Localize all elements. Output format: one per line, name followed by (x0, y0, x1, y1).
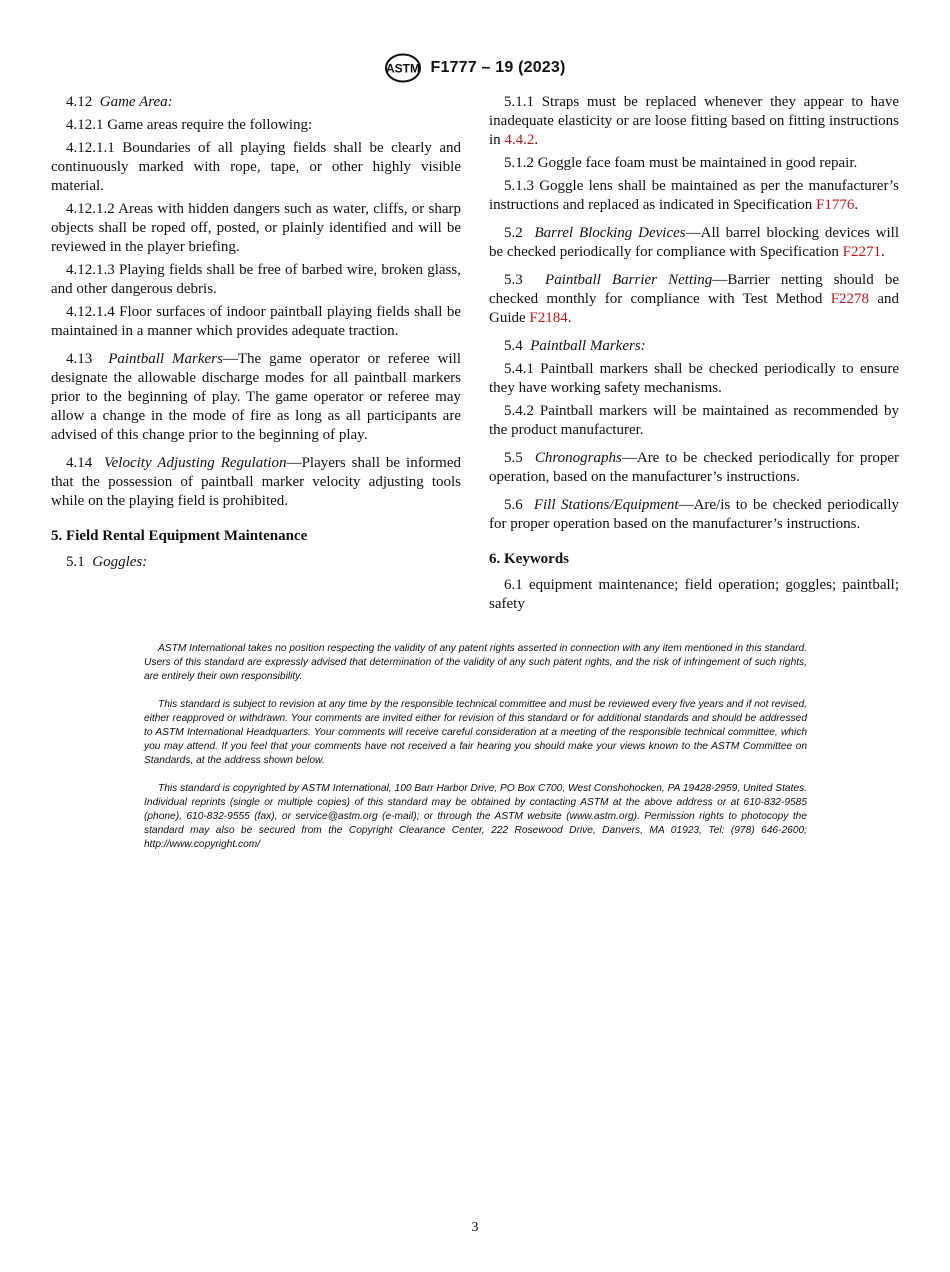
ref-link-f2184[interactable]: F2184 (529, 310, 568, 326)
section-5-4-2: 5.4.2 Paintball markers will be maintained as recommended by the product manufacturer. (489, 403, 899, 438)
page-number: 3 (471, 1220, 479, 1235)
ref-link-f1776[interactable]: F1776 (815, 197, 855, 213)
astm-logo-icon (384, 53, 422, 83)
section-5-3: 5.3 Paintball Barrier Netting—Barrier netting should be checked monthly for compliance with Test Method F2278 and Guide F2184. (489, 272, 900, 326)
section-4-12-1: 4.12.1 Game areas require the following: (66, 117, 313, 133)
section-4-12-1-2: 4.12.1.2 Areas with hidden dangers such as water, cliffs, or sharp objects shall be roped off, posted, or plainly identified and will be reviewed in the player briefing. (51, 201, 461, 255)
section-5-4-1: 5.4.1 Paintball markers shall be checked periodically to ensure they have working safety mechanisms. (489, 361, 899, 396)
ref-link-f2278[interactable]: F2278 (830, 291, 870, 307)
section-4-12-1-3: 4.12.1.3 Playing fields shall be free of barbed wire, broken glass, and other dangerous debris. (51, 262, 461, 297)
copyright-notice: This standard is copyrighted by ASTM International, 100 Barr Harbor Drive, PO Box C700, West Conshohocken, PA 19428-2959, United States. Individual reprints (single or multiple copies) of this standard may be obtained by contacting ASTM at the above address or at 610-832-9585 (phone), 610-832-9555 (fax), or service@astm.org (e-mail); or through the ASTM website (www.astm.org). Permission rights to photocopy the standard may also be secured from the Copyright Clearance Center, 222 Rosewood Drive, Danvers, MA 01923, Tel: (978) 646-2600; http://www.copyright.com/ (144, 783, 807, 850)
section-4-12-1-1: 4.12.1.1 Boundaries of all playing fields shall be clearly and continuously marked with rope, tape, or other highly visible material. (51, 140, 461, 194)
left-column (51, 93, 461, 576)
right-column (489, 93, 899, 618)
section-5-2: 5.2 Barrel Blocking Devices—All barrel blocking devices will be checked periodically for compliance with Specification F2271. (489, 225, 900, 260)
patent-notice: ASTM International takes no position respecting the validity of any patent rights asserted in connection with any item mentioned in this standard. Users of this standard are expressly advised that determination of the validity of any such patent rights, and the risk of infringement of such rights, are entirely their own responsibility. (144, 643, 807, 682)
section-5-5: 5.5 Chronographs—Are to be checked periodically for proper operation, based on the manufacturer’s instructions. (489, 450, 899, 485)
section-4-12: 4.12 Game Area: (66, 94, 173, 110)
astm-logo-text: ASTM (386, 61, 421, 76)
section-5-1-3: 5.1.3 Goggle lens shall be maintained as per the manufacturer’s instructions and replaced as indicated in Specification F1776. (489, 178, 899, 213)
footer-notices (144, 642, 807, 866)
section-5-1-2: 5.1.2 Goggle face foam must be maintained in good repair. (504, 155, 858, 171)
section-5-1-1: 5.1.1 Straps must be replaced whenever they appear to have inadequate elasticity or are loose fitting based on fitting instructions in 4.4.2. (489, 94, 899, 148)
section-4-13: 4.13 Paintball Markers—The game operator or referee will designate the allowable discharge modes for all paintball markers prior to the beginning of play. The game operator or referee may allow a change in the mode of fire as long as all participants are advised of this change prior to the beginning of play. (51, 351, 461, 443)
document-designation: F1777 – 19 (2023) (430, 59, 566, 76)
section-4-12-1-4: 4.12.1.4 Floor surfaces of indoor paintball playing fields shall be maintained in a manner which provides adequate traction. (51, 304, 461, 339)
section-5-4: 5.4 Paintball Markers: (504, 338, 646, 354)
revision-notice: This standard is subject to revision at any time by the responsible technical committee and must be reviewed every five years and if not revised, either reapproved or withdrawn. Your comments are invited either for revision of this standard or for additional standards and should be addressed to ASTM International Headquarters. Your comments will receive careful consideration at a meeting of the responsible technical committee, which you may attend. If you feel that your comments have not received a fair hearing you should make your views known to the ASTM Committee on Standards, at the address shown below. (144, 699, 807, 766)
section-6-1: 6.1 equipment maintenance; field operation; goggles; paintball; safety (489, 577, 899, 612)
ref-link-f2271[interactable]: F2271 (842, 244, 881, 260)
section-5-6: 5.6 Fill Stations/Equipment—Are/is to be checked periodically for proper operation based on the manufacturer’s instructions. (489, 497, 899, 532)
page-header (0, 53, 950, 88)
section-5-1: 5.1 Goggles: (66, 554, 148, 570)
section-4-14: 4.14 Velocity Adjusting Regulation—Players shall be informed that the possession of paintball marker velocity adjusting tools while on the playing field is prohibited. (51, 455, 462, 509)
section-6-heading: 6. Keywords (489, 551, 569, 567)
section-5-heading: 5. Field Rental Equipment Maintenance (51, 528, 308, 544)
ref-link-4-4-2[interactable]: 4.4.2 (504, 132, 535, 148)
